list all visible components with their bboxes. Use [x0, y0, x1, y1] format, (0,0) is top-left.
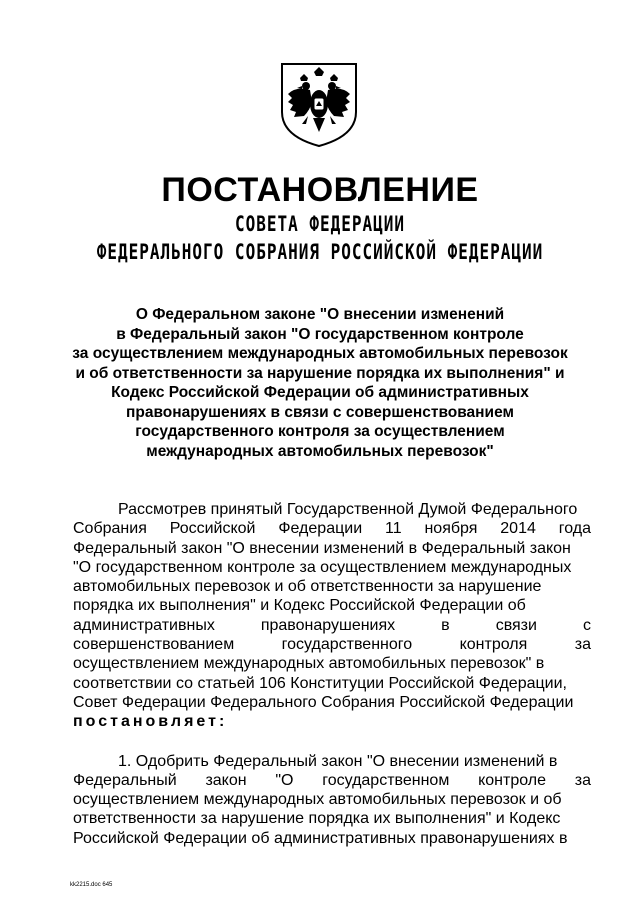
word: за [574, 636, 591, 654]
body-line: соответствии со статьей 106 Конституции Российской Федерации, [73, 674, 567, 692]
file-reference: kk2215.doc 645 [70, 882, 113, 888]
body-line: автомобильных перевозок и об ответственности за нарушение [73, 578, 542, 596]
heading-line: международных автомобильных перевозок" [146, 442, 494, 460]
word: в [441, 616, 450, 634]
body-line [73, 616, 591, 635]
body-line [73, 635, 591, 654]
word: контроля [459, 636, 528, 654]
word: связи [495, 616, 537, 634]
coat-of-arms-emblem [278, 60, 360, 148]
word: правонарушениях [260, 616, 396, 634]
heading-line: за осуществлением международных автомобильных перевозок [72, 345, 568, 362]
word: Российской [169, 520, 256, 538]
heading-line: правонарушениях в связи с совершенствованием [126, 403, 514, 421]
body-line: "О государственном контроле за осуществлением международных [73, 558, 572, 576]
body-line: осуществлением международных автомобильных перевозок и об [73, 791, 562, 809]
word: административных [73, 616, 215, 634]
word: государственного [281, 636, 413, 654]
body-line: Рассмотрев принятый Государственной Думой Федерального [118, 501, 578, 518]
heading-line: и об ответственности за нарушение порядка их выполнения" и [75, 364, 565, 382]
word: Собрания [73, 520, 147, 538]
heading-line: в Федеральный закон "О государственном контроле [116, 325, 524, 343]
word: 2014 [500, 520, 536, 538]
word: совершенствованием [73, 636, 235, 654]
paragraph-gap [73, 732, 591, 752]
heading-line: Кодекс Российской Федерации об административных [111, 384, 529, 401]
word: ноября [424, 520, 478, 538]
issuer-line-1: СОВЕТА ФЕДЕРАЦИИ [234, 210, 406, 237]
word: государственном [322, 771, 450, 789]
word: с [582, 616, 591, 634]
body-line: Российской Федерации об административных правонарушениях в [73, 829, 568, 847]
word: Федеральный [73, 771, 177, 789]
heading-line: О Федеральном законе "О внесении изменений [135, 306, 505, 323]
body-line: осуществлением международных автомобильных перевозок" в [73, 655, 545, 673]
body-line: Совет Федерации Федерального Собрания Российской Федерации [73, 693, 574, 711]
document-title: ПОСТАНОВЛЕНИЕ [161, 171, 479, 209]
word: контроле [478, 771, 546, 789]
word: закон [205, 771, 247, 789]
body-line: 1. Одобрить Федеральный закон "О внесении изменений в [118, 752, 558, 770]
body-line: порядка их выполнения" и Кодекс Российской Федерации об [73, 597, 526, 615]
word: года [558, 520, 591, 538]
document-body [73, 500, 591, 848]
word: "О [275, 771, 294, 789]
word: за [574, 771, 591, 789]
body-line: Федеральный закон "О внесении изменений в Федеральный закон [73, 539, 571, 557]
word: Федерации [278, 520, 363, 538]
heading-line: государственного контроля за осуществлением [135, 423, 505, 440]
body-line: ответственности за нарушение порядка их выполнения" и Кодекс [73, 810, 561, 828]
resolution-heading [60, 305, 580, 461]
body-line [73, 519, 591, 538]
issuer-line-2: ФЕДЕРАЛЬНОГО СОБРАНИЯ РОССИЙСКОЙ ФЕДЕРАЦИИ [96, 238, 544, 265]
body-line [73, 771, 591, 790]
word: 11 [384, 520, 402, 538]
double-headed-eagle-icon [278, 60, 360, 148]
resolves-word: постановляет: [73, 713, 228, 731]
